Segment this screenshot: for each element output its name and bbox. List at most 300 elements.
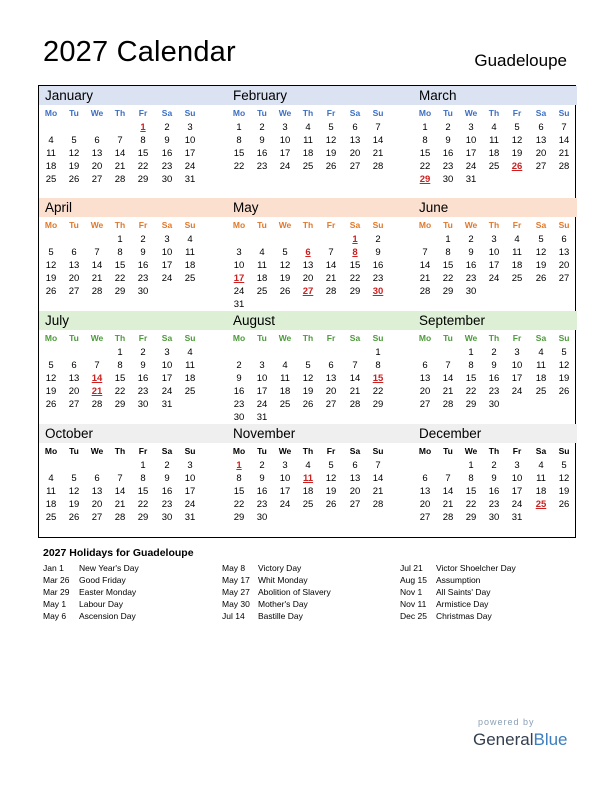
day-cell: 21 (372, 486, 384, 497)
day-cell: 3 (282, 460, 288, 471)
day-cell: 11 (536, 360, 546, 371)
day-cell: 22 (349, 273, 361, 284)
day-cell: 28 (442, 512, 454, 523)
day-cell: 16 (488, 486, 500, 497)
month-header: June (413, 198, 577, 217)
day-cell: 24 (233, 286, 245, 297)
day-cell: 21 (372, 148, 384, 159)
day-cell: 2 (491, 347, 497, 358)
day-cell: 27 (91, 174, 103, 185)
weekday-label: Su (558, 220, 570, 230)
holiday-date: Aug 15 (400, 575, 427, 585)
weekday-label: Tu (443, 108, 453, 118)
month-header: January (39, 86, 237, 105)
day-cell: 10 (511, 473, 523, 484)
weekday-label: Tu (69, 333, 79, 343)
day-cell: 19 (45, 273, 57, 284)
day-cell: 25 (488, 161, 500, 172)
weekday-label: Fr (138, 446, 148, 456)
day-cell: 25 (184, 273, 196, 284)
day-cell: 12 (558, 473, 570, 484)
day-cell: 5 (514, 122, 520, 133)
day-cell: 16 (465, 260, 477, 271)
holiday-date: Mar 29 (43, 587, 70, 597)
day-cell: 8 (422, 135, 428, 146)
day-cell: 10 (256, 373, 268, 384)
day-cell: 11 (280, 373, 290, 384)
day-cell: 13 (419, 373, 431, 384)
day-cell: 30 (137, 399, 149, 410)
weekday-label: Fr (326, 446, 336, 456)
holiday-day: 8 (352, 247, 358, 258)
weekday-label: Th (114, 446, 126, 456)
weekday-label: Mo (232, 333, 246, 343)
holiday-date: Mar 26 (43, 575, 70, 585)
day-cell: 19 (535, 260, 547, 271)
weekday-label: We (90, 108, 104, 118)
day-cell: 11 (46, 486, 56, 497)
day-cell: 5 (538, 234, 544, 245)
day-cell: 2 (259, 460, 265, 471)
day-cell: 14 (114, 148, 126, 159)
day-cell: 5 (71, 473, 77, 484)
day-cell: 20 (91, 499, 103, 510)
weekday-label: Sa (161, 220, 173, 230)
day-cell: 18 (535, 373, 547, 384)
day-cell: 28 (419, 286, 431, 297)
day-cell: 9 (236, 373, 242, 384)
holiday-row (222, 611, 397, 623)
day-cell: 28 (91, 399, 103, 410)
day-cell: 17 (279, 486, 291, 497)
month-december (413, 424, 599, 537)
day-cell: 22 (114, 273, 126, 284)
day-cell: 24 (256, 399, 268, 410)
day-cell: 16 (233, 386, 245, 397)
day-cell: 12 (68, 148, 80, 159)
day-cell: 20 (419, 386, 431, 397)
holiday-date: May 8 (222, 563, 246, 573)
weekday-label: Fr (512, 220, 522, 230)
holiday-date: Jul 14 (222, 611, 245, 621)
day-cell: 31 (161, 399, 173, 410)
day-cell: 3 (491, 234, 497, 245)
holiday-day: 11 (302, 473, 314, 484)
day-cell: 11 (46, 148, 56, 159)
day-cell: 12 (68, 486, 80, 497)
day-cell: 26 (302, 399, 314, 410)
day-cell: 6 (71, 360, 77, 371)
day-cell: 28 (349, 399, 361, 410)
day-cell: 4 (538, 347, 544, 358)
month-july (39, 311, 225, 424)
holiday-name: Easter Monday (79, 587, 137, 597)
day-cell: 19 (279, 273, 291, 284)
day-cell: 26 (558, 499, 570, 510)
day-cell: 4 (259, 247, 265, 258)
day-cell: 19 (68, 161, 80, 172)
weekday-label: Su (184, 446, 196, 456)
weekday-label: Th (114, 108, 126, 118)
weekday-label: Sa (535, 446, 547, 456)
day-cell: 16 (256, 486, 268, 497)
month-header: April (39, 198, 237, 217)
day-cell: 9 (491, 360, 497, 371)
day-cell: 10 (488, 247, 500, 258)
day-cell: 17 (465, 148, 477, 159)
day-cell: 19 (511, 148, 523, 159)
holiday-date: May 6 (43, 611, 67, 621)
day-cell: 18 (184, 373, 196, 384)
weekday-label: Tu (443, 220, 453, 230)
day-cell: 18 (256, 273, 268, 284)
day-cell: 17 (161, 373, 173, 384)
weekday-label: Fr (512, 333, 522, 343)
day-cell: 5 (561, 347, 567, 358)
day-cell: 9 (445, 135, 451, 146)
weekday-label: Mo (232, 446, 246, 456)
day-cell: 17 (488, 260, 500, 271)
weekday-label: Th (302, 108, 314, 118)
day-cell: 20 (68, 386, 80, 397)
day-cell: 6 (352, 122, 358, 133)
day-cell: 13 (91, 486, 103, 497)
day-cell: 8 (140, 135, 146, 146)
day-cell: 3 (164, 234, 170, 245)
day-cell: 24 (279, 499, 291, 510)
day-cell: 11 (489, 135, 499, 146)
holiday-day: 21 (91, 386, 103, 397)
day-cell: 9 (140, 247, 146, 258)
weekday-label: Th (488, 220, 500, 230)
day-cell: 9 (164, 473, 170, 484)
grid-rule (38, 537, 576, 538)
day-cell: 12 (325, 135, 337, 146)
day-cell: 17 (184, 486, 196, 497)
day-cell: 16 (161, 486, 173, 497)
day-cell: 7 (328, 247, 334, 258)
day-cell: 8 (117, 247, 123, 258)
day-cell: 11 (185, 247, 195, 258)
day-cell: 19 (325, 486, 337, 497)
day-cell: 3 (187, 460, 193, 471)
country-name: Guadeloupe (474, 51, 567, 70)
weekday-label: Sa (161, 333, 173, 343)
day-cell: 28 (325, 286, 337, 297)
day-cell: 31 (511, 512, 523, 523)
day-cell: 3 (164, 347, 170, 358)
holiday-row (43, 587, 218, 599)
day-cell: 28 (372, 161, 384, 172)
day-cell: 9 (259, 135, 265, 146)
day-cell: 23 (442, 161, 454, 172)
weekday-label: Th (302, 333, 314, 343)
holiday-date: Nov 11 (400, 599, 427, 609)
month-march (413, 86, 599, 199)
holiday-row (43, 611, 218, 623)
day-cell: 16 (442, 148, 454, 159)
holiday-day: 1 (140, 122, 146, 133)
weekday-label: We (90, 220, 104, 230)
weekday-label: Th (114, 333, 126, 343)
weekday-label: Sa (535, 220, 547, 230)
day-cell: 27 (535, 161, 547, 172)
day-cell: 1 (422, 122, 428, 133)
brand-text-blue: Blue (533, 730, 568, 749)
month-november (227, 424, 413, 537)
holiday-name: Abolition of Slavery (258, 587, 331, 597)
day-cell: 14 (91, 260, 103, 271)
weekday-label: Th (488, 108, 500, 118)
day-cell: 7 (352, 360, 358, 371)
day-cell: 31 (465, 174, 477, 185)
day-cell: 12 (558, 360, 570, 371)
day-cell: 30 (488, 399, 500, 410)
weekday-label: We (464, 446, 478, 456)
weekday-label: Fr (138, 220, 148, 230)
day-cell: 7 (375, 460, 381, 471)
day-cell: 19 (68, 499, 80, 510)
day-cell: 2 (491, 460, 497, 471)
day-cell: 25 (279, 399, 291, 410)
day-cell: 6 (352, 460, 358, 471)
weekday-label: We (278, 446, 292, 456)
month-header: November (227, 424, 425, 443)
brand-logo[interactable] (473, 730, 568, 750)
day-cell: 23 (488, 386, 500, 397)
day-cell: 3 (187, 122, 193, 133)
day-cell: 14 (372, 473, 384, 484)
weekday-label: Mo (44, 446, 58, 456)
day-cell: 14 (442, 486, 454, 497)
day-cell: 15 (114, 373, 126, 384)
month-april (39, 198, 225, 311)
day-cell: 27 (325, 399, 337, 410)
weekday-label: Su (184, 333, 196, 343)
holiday-name: Assumption (436, 575, 481, 585)
day-cell: 23 (465, 273, 477, 284)
day-cell: 24 (511, 386, 523, 397)
weekday-label: Fr (138, 333, 148, 343)
day-cell: 13 (91, 148, 103, 159)
day-cell: 7 (375, 122, 381, 133)
day-cell: 5 (71, 135, 77, 146)
day-cell: 4 (305, 122, 311, 133)
day-cell: 30 (161, 174, 173, 185)
weekday-label: Mo (44, 220, 58, 230)
day-cell: 19 (558, 373, 570, 384)
day-cell: 30 (161, 512, 173, 523)
holiday-column (222, 563, 397, 623)
day-cell: 23 (161, 499, 173, 510)
day-cell: 16 (372, 260, 384, 271)
weekday-label: Sa (349, 108, 361, 118)
day-cell: 14 (349, 373, 361, 384)
weekday-label: Tu (69, 446, 79, 456)
day-cell: 30 (256, 512, 268, 523)
day-cell: 10 (279, 135, 291, 146)
holiday-row (43, 563, 218, 575)
weekday-label: Fr (512, 446, 522, 456)
day-cell: 28 (114, 174, 126, 185)
holiday-date: Jul 21 (400, 563, 423, 573)
day-cell: 18 (302, 148, 314, 159)
holiday-day: 15 (372, 373, 384, 384)
month-header: May (227, 198, 425, 217)
day-cell: 19 (558, 486, 570, 497)
weekday-label: Tu (443, 333, 453, 343)
weekday-label: Su (558, 333, 570, 343)
weekday-label: Tu (69, 220, 79, 230)
holiday-day: 1 (236, 460, 242, 471)
day-cell: 1 (445, 234, 451, 245)
day-cell: 19 (325, 148, 337, 159)
day-cell: 2 (468, 234, 474, 245)
day-cell: 16 (256, 148, 268, 159)
weekday-label: Su (372, 108, 384, 118)
day-cell: 1 (468, 460, 474, 471)
day-cell: 29 (114, 399, 126, 410)
day-cell: 20 (68, 273, 80, 284)
day-cell: 18 (184, 260, 196, 271)
day-cell: 1 (468, 347, 474, 358)
day-cell: 13 (349, 135, 361, 146)
weekday-label: Tu (443, 446, 453, 456)
powered-by: powered by (478, 717, 535, 727)
day-cell: 27 (419, 512, 431, 523)
holiday-date: May 17 (222, 575, 250, 585)
day-cell: 22 (114, 386, 126, 397)
holiday-date: Jan 1 (43, 563, 64, 573)
brand-text-general: General (473, 730, 534, 749)
day-cell: 13 (68, 260, 80, 271)
day-cell: 4 (491, 122, 497, 133)
day-cell: 5 (282, 247, 288, 258)
day-cell: 15 (442, 260, 454, 271)
month-header: February (227, 86, 425, 105)
day-cell: 29 (233, 512, 245, 523)
day-cell: 16 (161, 148, 173, 159)
day-cell: 19 (45, 386, 57, 397)
day-cell: 18 (535, 486, 547, 497)
holiday-name: Good Friday (79, 575, 126, 585)
day-cell: 11 (536, 473, 546, 484)
day-cell: 8 (236, 135, 242, 146)
day-cell: 15 (137, 486, 149, 497)
day-cell: 16 (488, 373, 500, 384)
day-cell: 2 (164, 460, 170, 471)
holiday-date: May 27 (222, 587, 250, 597)
day-cell: 24 (465, 161, 477, 172)
day-cell: 22 (137, 161, 149, 172)
holiday-day: 26 (511, 161, 523, 172)
day-cell: 12 (45, 260, 57, 271)
day-cell: 17 (279, 148, 291, 159)
day-cell: 29 (137, 512, 149, 523)
day-cell: 21 (325, 273, 337, 284)
day-cell: 11 (257, 260, 267, 271)
day-cell: 21 (442, 499, 454, 510)
weekday-label: Th (488, 446, 500, 456)
day-cell: 3 (514, 460, 520, 471)
day-cell: 10 (465, 135, 477, 146)
holiday-day: 29 (419, 174, 431, 185)
day-cell: 4 (305, 460, 311, 471)
day-cell: 4 (282, 360, 288, 371)
day-cell: 25 (302, 161, 314, 172)
weekday-label: Th (488, 333, 500, 343)
holiday-day: 17 (233, 273, 245, 284)
day-cell: 21 (114, 161, 126, 172)
day-cell: 2 (375, 234, 381, 245)
day-cell: 26 (68, 512, 80, 523)
holiday-row (400, 611, 575, 623)
day-cell: 18 (45, 161, 57, 172)
day-cell: 10 (161, 360, 173, 371)
day-cell: 9 (164, 135, 170, 146)
holiday-name: Whit Monday (258, 575, 308, 585)
day-cell: 1 (117, 347, 123, 358)
day-cell: 9 (491, 473, 497, 484)
day-cell: 24 (161, 273, 173, 284)
day-cell: 2 (140, 234, 146, 245)
day-cell: 13 (302, 260, 314, 271)
day-cell: 8 (445, 247, 451, 258)
weekday-label: Fr (138, 108, 148, 118)
weekday-label: Fr (512, 108, 522, 118)
holiday-name: Victory Day (258, 563, 302, 573)
weekday-label: Tu (257, 220, 267, 230)
day-cell: 10 (511, 360, 523, 371)
day-cell: 21 (558, 148, 570, 159)
day-cell: 6 (328, 360, 334, 371)
day-cell: 21 (419, 273, 431, 284)
day-cell: 3 (259, 360, 265, 371)
day-cell: 13 (68, 373, 80, 384)
day-cell: 9 (468, 247, 474, 258)
day-cell: 27 (91, 512, 103, 523)
day-cell: 15 (349, 260, 361, 271)
weekday-label: We (464, 108, 478, 118)
holiday-row (43, 575, 218, 587)
day-cell: 1 (375, 347, 381, 358)
day-cell: 12 (279, 260, 291, 271)
day-cell: 3 (236, 247, 242, 258)
month-september (413, 311, 599, 424)
day-cell: 26 (279, 286, 291, 297)
day-cell: 11 (512, 247, 522, 258)
holiday-day: 1 (352, 234, 358, 245)
calendar-grid (38, 85, 576, 537)
weekday-label: We (464, 333, 478, 343)
holiday-row (400, 587, 575, 599)
weekday-label: Fr (326, 108, 336, 118)
day-cell: 6 (71, 247, 77, 258)
day-cell: 10 (161, 247, 173, 258)
holiday-name: Armistice Day (436, 599, 489, 609)
month-june (413, 198, 599, 311)
day-cell: 24 (488, 273, 500, 284)
day-cell: 31 (233, 299, 245, 310)
day-cell: 1 (140, 460, 146, 471)
day-cell: 14 (419, 260, 431, 271)
day-cell: 7 (94, 247, 100, 258)
weekday-label: Su (184, 108, 196, 118)
day-cell: 30 (442, 174, 454, 185)
day-cell: 17 (511, 373, 523, 384)
day-cell: 13 (558, 247, 570, 258)
day-cell: 24 (279, 161, 291, 172)
